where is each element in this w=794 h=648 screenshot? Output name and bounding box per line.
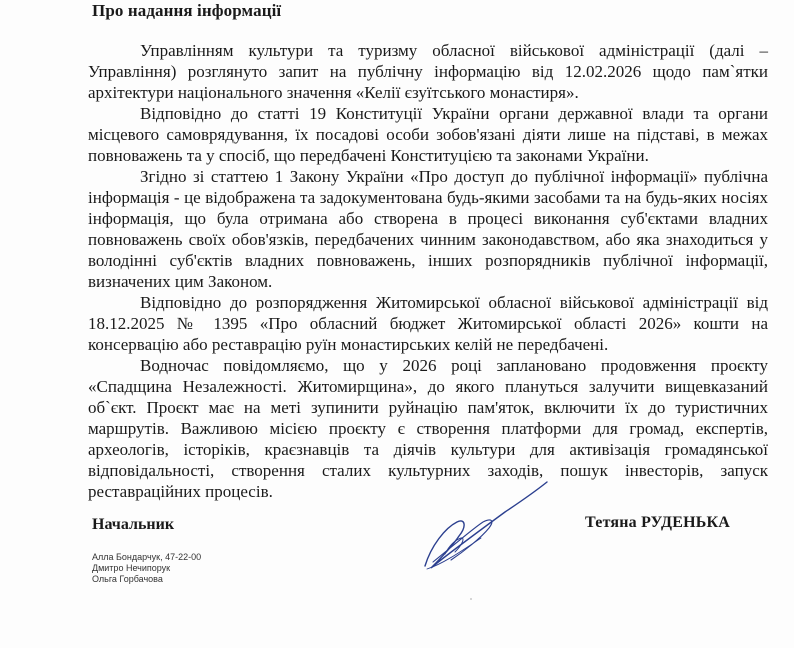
paragraph-project: Водночас повідомляємо, що у 2026 році заплановано продовження проєкту «Спадщина Незалежності. Житомирщина», до якого плануться залучити вищевказаний об`єкт. Проєкт має на меті зупинити руйнацію пам'яток, включити їх до туристичних маршрутів. Важливою місією проєкту є створення платформи для громад, експертів, археологів, історіків, краєзнавців та діячів культури для активізація громадянської відповідальності, створення сталих культурних заходів, пошук інвесторів, запуск реставраційних процесів. bbox=[88, 356, 768, 501]
executor-line: Алла Бондарчук, 47-22-00 bbox=[92, 552, 202, 562]
signer-name: Тетяна РУДЕНЬКА bbox=[585, 514, 731, 531]
paragraph-request: Управлінням культури та туризму обласної військової адміністрації (далі – Управління) розглянуто запит на публічну інформацію від 12.02.2026 щодо пам`ятки архітектури національного значення «Келії єзуїтського монастиря». bbox=[88, 41, 768, 102]
letter-subject: Про надання інформації bbox=[92, 1, 282, 20]
scan-artifact bbox=[470, 598, 472, 600]
handwritten-signature bbox=[405, 476, 555, 576]
paragraph-budget: Відповідно до розпорядження Житомирської обласної військової адміністрації від 18.12.2025 № 1395 «Про обласний бюджет Житомирської області 2026» кошти на консервацію або реставрацію руїн монастирських келій не передбачені. bbox=[88, 293, 768, 354]
signer-position: Начальник bbox=[92, 516, 175, 533]
executor-line: Ольга Горбачова bbox=[92, 574, 163, 584]
executor-line: Дмитро Нечипорук bbox=[92, 563, 171, 573]
executors-list bbox=[92, 552, 201, 585]
paragraph-constitution: Відповідно до статті 19 Конституції України органи державної влади та органи місцевого самоврядування, їх посадові особи зобов'язані діяти лише на підставі, в межах повноважень та у спосіб, що передбачені Конституцією та законами України. bbox=[88, 104, 768, 165]
paragraph-law-definition: Згідно зі статтею 1 Закону України «Про доступ до публічної інформації» публічна інформація - це відображена та задокументована будь-якими засобами та на будь-яких носіях інформація, що була отримана або створена в процесі виконання суб'єктами владних повноважень своїх обов'язків, передбачених чинним законодавством, або яка знаходиться у володінні суб'єктів владних повноважень, інших розпорядників публічної інформації, визначених цим Законом. bbox=[88, 167, 768, 291]
